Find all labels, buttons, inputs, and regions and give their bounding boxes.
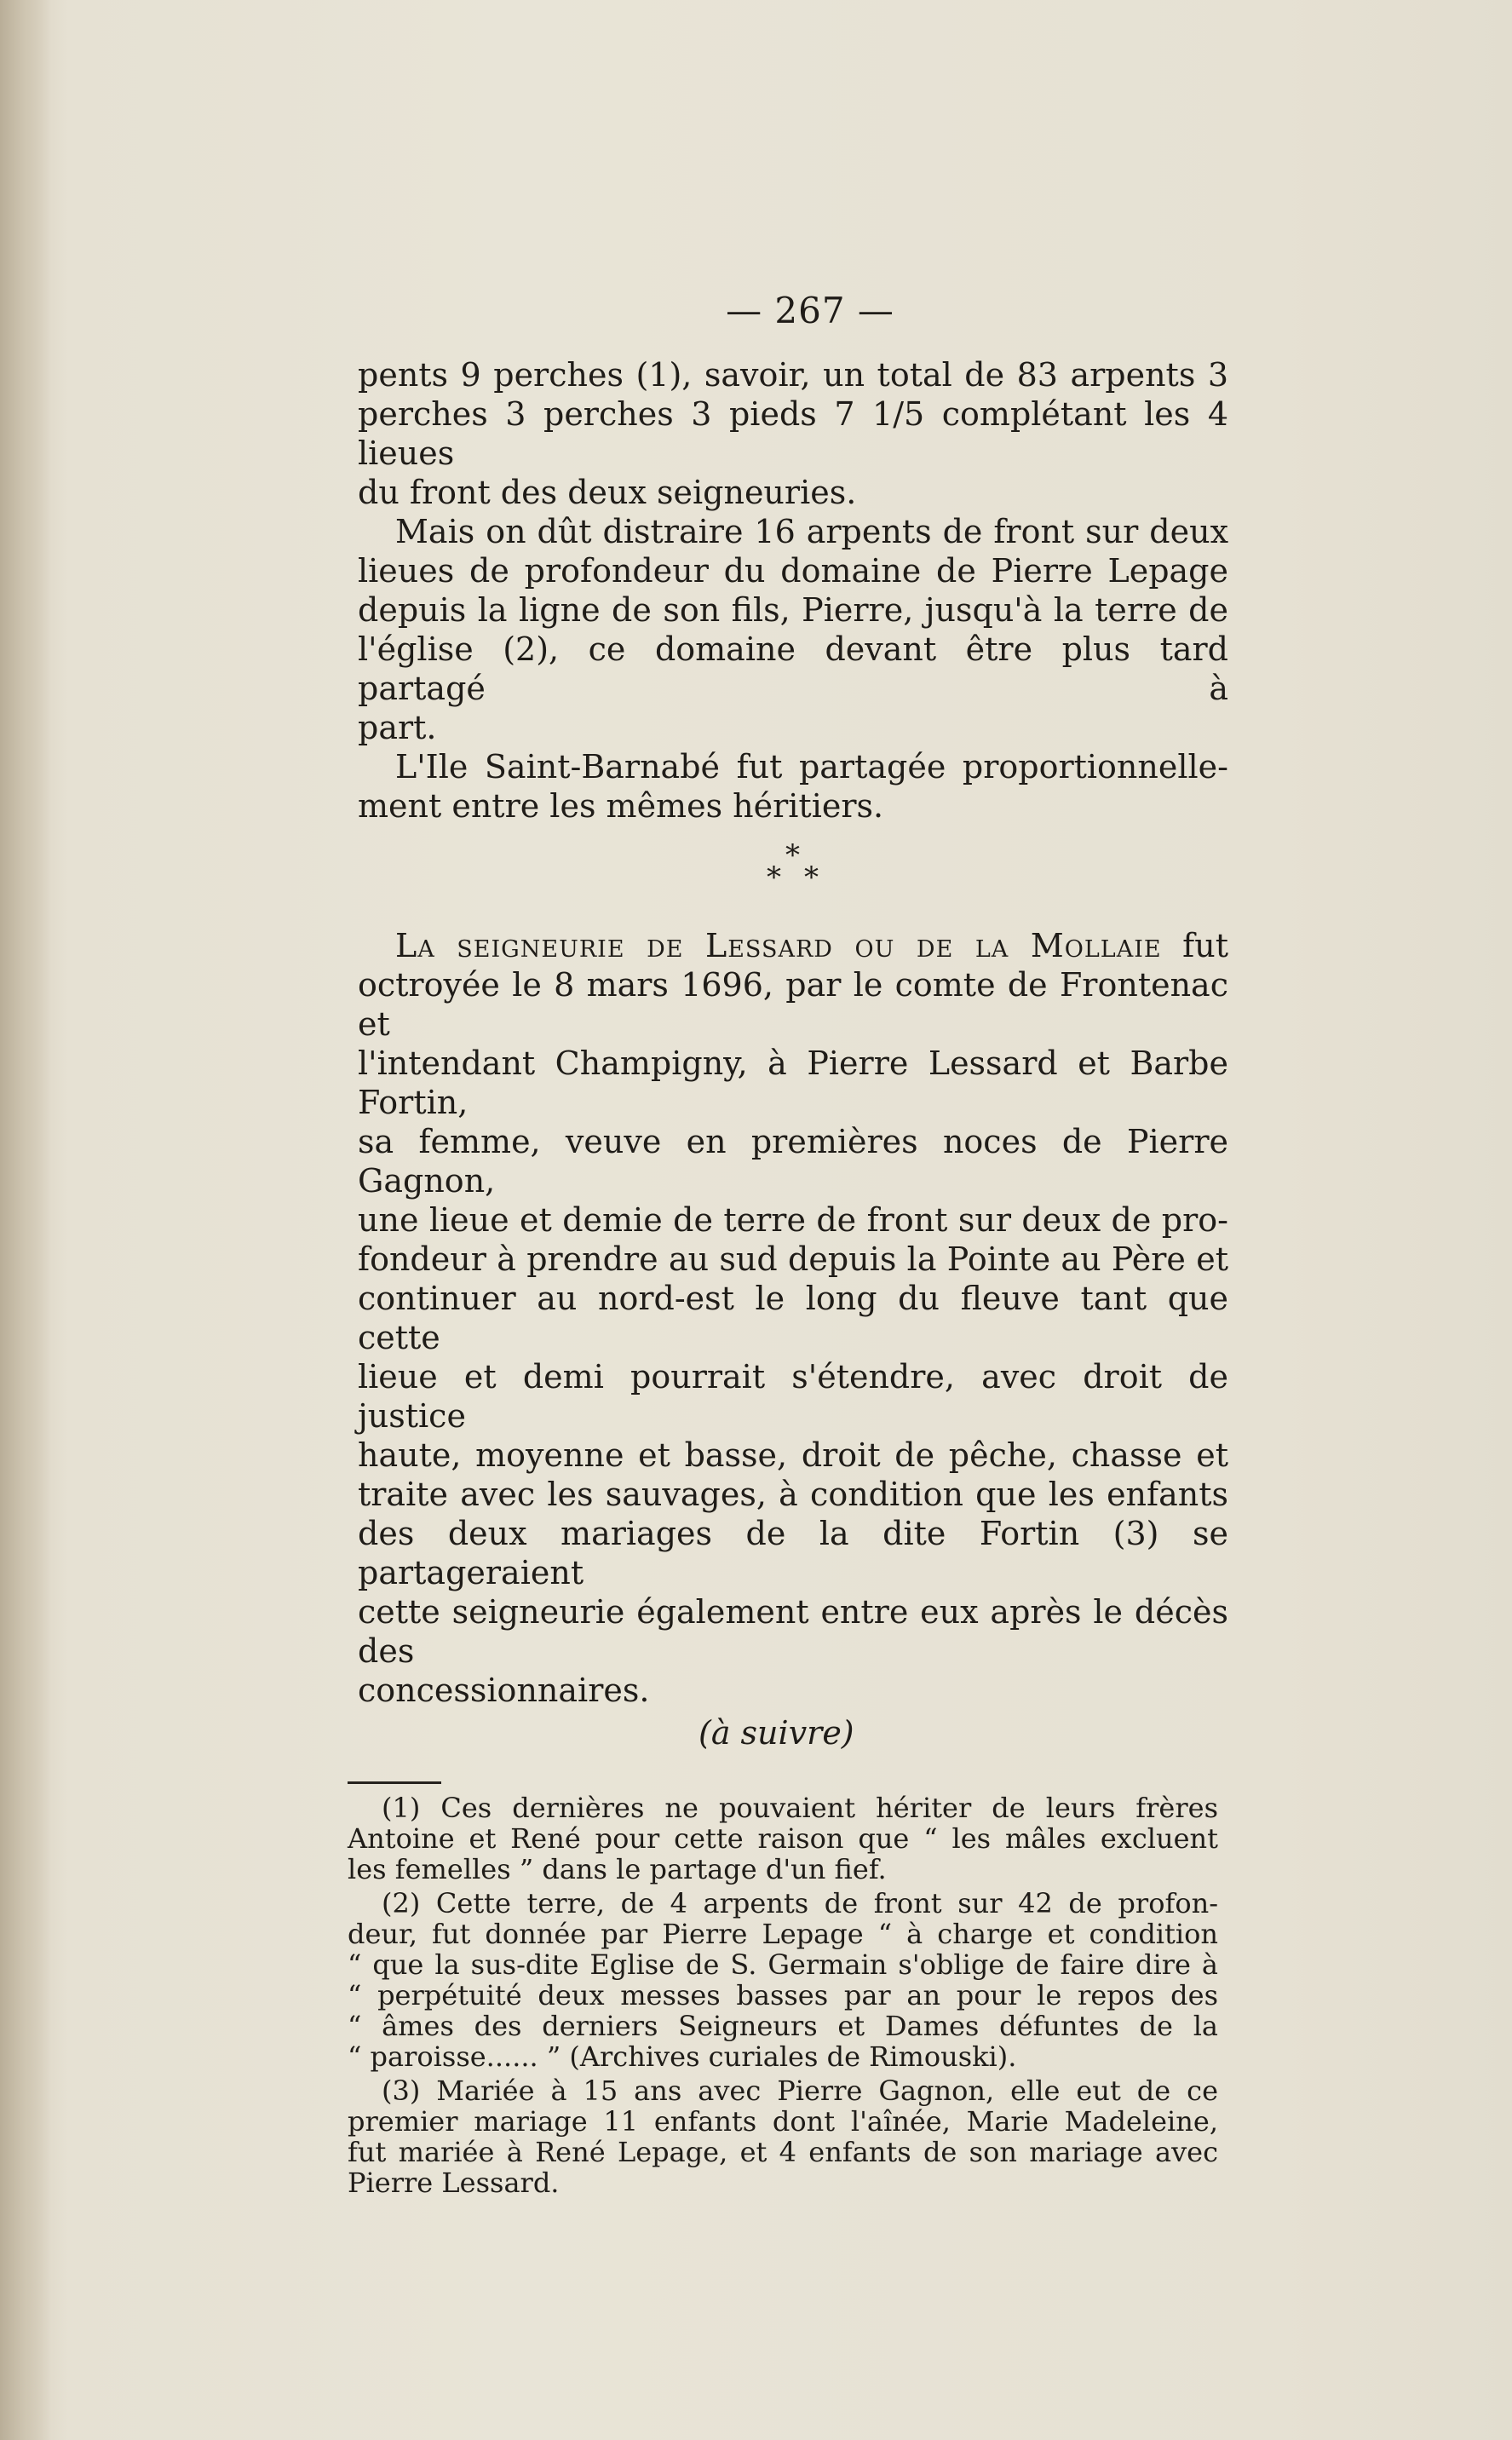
paragraph-3	[358, 747, 1228, 826]
text-line: depuis la ligne de son fils, Pierre, jusqu'à la terre de	[358, 591, 1228, 629]
text-line: lieue et demi pourrait s'étendre, avec droit de justice	[358, 1358, 1228, 1435]
seigneurie-heading: La seigneurie de Lessard ou de la Mollaie	[395, 927, 1162, 964]
footnote-2	[348, 1888, 1218, 2072]
footnote-line: Antoine et René pour cette raison que “ les mâles excluent	[348, 1822, 1218, 1855]
text-line: des deux mariages de la dite Fortin (3) se partageraient	[358, 1515, 1228, 1591]
text-line: L'Ile Saint-Barnabé fut partagée proportionnelle-	[395, 748, 1228, 786]
text-line: lieues de profondeur du domaine de Pierre Lepage	[358, 552, 1228, 590]
text-line: fondeur à prendre au sud depuis la Pointe au Père et	[358, 1240, 1228, 1278]
footnote-line: premier mariage 11 enfants dont l'aînée, Marie Madeleine,	[348, 2105, 1218, 2138]
seigneurie-paragraph	[358, 926, 1228, 1710]
footnote-line: (2) Cette terre, de 4 arpents de front sur 42 de profon-	[382, 1887, 1218, 1919]
footnote-1	[348, 1793, 1218, 1885]
footnote-line: “ perpétuité deux messes basses par an pour le repos des	[348, 1979, 1218, 2011]
text-line: cette seigneurie également entre eux après le décès des	[358, 1593, 1228, 1670]
footnote-line: fut mariée à René Lepage, et 4 enfants de son mariage avec	[348, 2136, 1218, 2168]
text-block	[348, 290, 1228, 2201]
footnote-line: “ âmes des derniers Seigneurs et Dames défuntes de la	[348, 2010, 1218, 2042]
text-line: l'intendant Champigny, à Pierre Lessard et Barbe Fortin,	[358, 1044, 1228, 1121]
footnote-line: (1) Ces dernières ne pouvaient hériter de leurs frères	[382, 1792, 1218, 1824]
text-line: ment entre les mêmes héritiers.	[358, 787, 884, 825]
asterism-star: *	[804, 860, 819, 895]
page-number: — 267 —	[726, 290, 894, 331]
asterism	[358, 837, 1228, 904]
footnote-line: Pierre Lessard.	[348, 2167, 560, 2199]
footnote-line: “ paroisse...... ” (Archives curiales de Rimouski).	[348, 2040, 1017, 2073]
text-line: concessionnaires.	[358, 1672, 650, 1709]
text-line: traite avec les sauvages, à condition que les enfants	[358, 1476, 1228, 1513]
text-line: continuer au nord-est le long du fleuve tant que cette	[358, 1280, 1228, 1356]
footnote-3	[348, 2075, 1218, 2198]
asterism-star: *	[767, 860, 781, 895]
text-line: du front des deux seigneuries.	[358, 474, 857, 511]
footnotes	[348, 1793, 1218, 2198]
text-line: une lieue et demie de terre de front sur deux de pro-	[358, 1201, 1228, 1239]
paragraph-2	[358, 512, 1228, 747]
paragraph-1	[358, 355, 1228, 512]
text-line: l'église (2), ce domaine devant être plus tard partagé à	[358, 630, 1228, 707]
text-line: octroyée le 8 mars 1696, par le comte de Frontenac et	[358, 966, 1228, 1043]
seigneurie-first-line-rest: fut	[1182, 927, 1228, 964]
text-line: Mais on dût distraire 16 arpents de front sur deux	[395, 513, 1228, 550]
text-line: sa femme, veuve en premières noces de Pierre Gagnon,	[358, 1123, 1228, 1200]
footnote-line: (3) Mariée à 15 ans avec Pierre Gagnon, elle eut de ce	[382, 2075, 1218, 2107]
text-line: haute, moyenne et basse, droit de pêche, chasse et	[358, 1436, 1228, 1474]
footnote-line: deur, fut donnée par Pierre Lepage “ à charge et condition	[348, 1918, 1218, 1950]
text-line	[358, 926, 1228, 965]
page-gutter-shadow	[0, 0, 51, 2440]
text-line: pents 9 perches (1), savoir, un total de 83 arpents 3	[358, 356, 1228, 394]
footnote-rule	[348, 1781, 441, 1784]
text-line: part.	[358, 709, 437, 746]
footnote-line: les femelles ” dans le partage d'un fief.	[348, 1853, 887, 1885]
footnote-line: “ que la sus-dite Eglise de S. Germain s'oblige de faire dire à	[348, 1948, 1218, 1981]
asterism-star: *	[785, 838, 800, 872]
to-be-continued: (à suivre)	[699, 1714, 854, 1752]
text-line: perches 3 perches 3 pieds 7 1/5 complétant les 4 lieues	[358, 395, 1228, 472]
